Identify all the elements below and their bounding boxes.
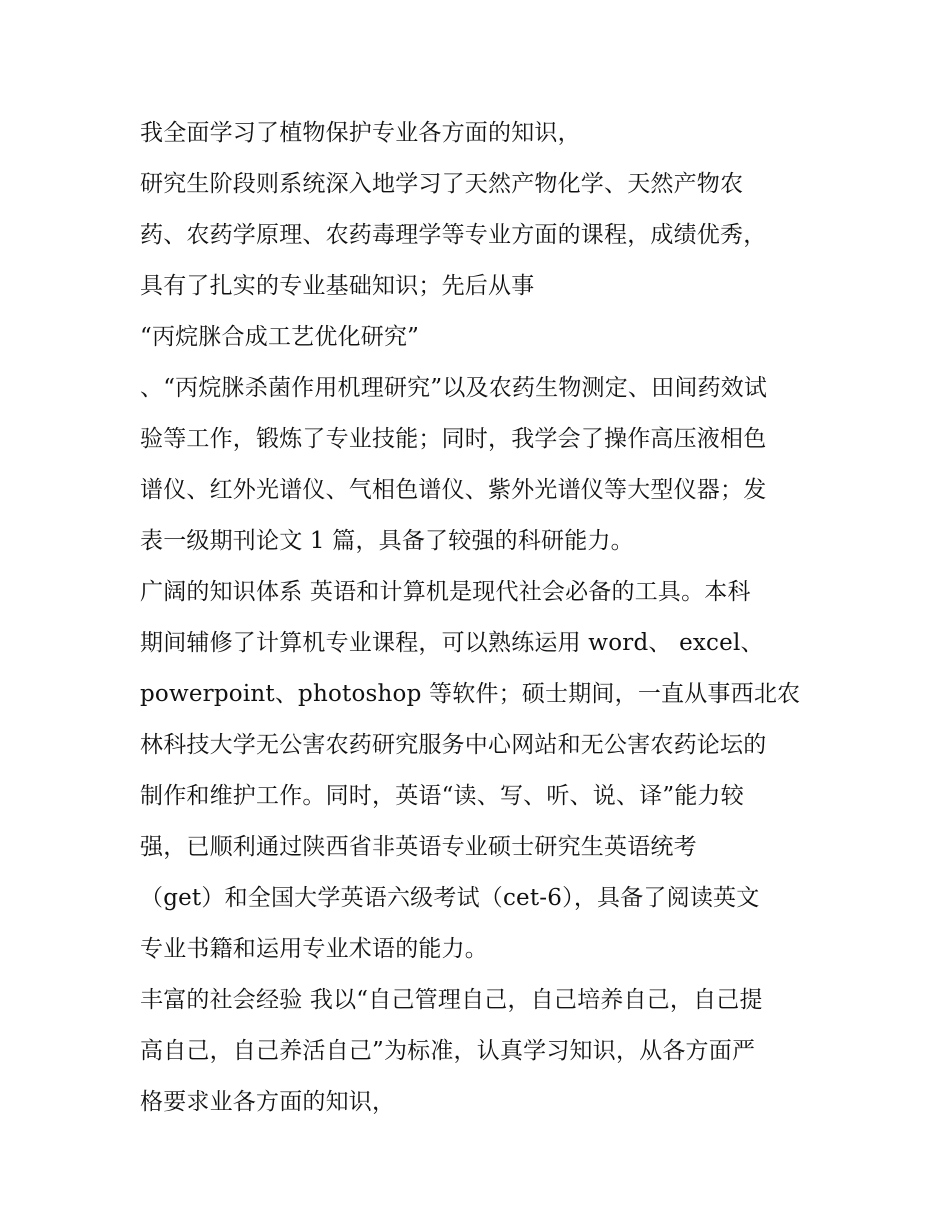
text-line: 林科技大学无公害农药研究服务中心网站和无公害农药论坛的 [140,732,767,758]
text-line: 药、农药学原理、农药毒理学等专业方面的课程，成绩优秀， [140,222,767,248]
text-line: “丙烷脒合成工艺优化研究” [140,324,420,350]
text-line: 验等工作，锻炼了专业技能；同时，我学会了操作高压液相色 [140,426,767,452]
text-line: 期间辅修了计算机专业课程，可以熟练运用 word、 excel、 [140,630,764,656]
text-line: powerpoint、photoshop 等软件；硕士期间，一直从事西北农 [140,681,801,707]
document-body [140,108,830,1128]
text-line: 谱仪、红外光谱仪、气相色谱仪、紫外光谱仪等大型仪器；发 [140,477,767,503]
text-line: 研究生阶段则系统深入地学习了天然产物化学、天然产物农 [140,171,744,197]
text-line: 具有了扎实的专业基础知识；先后从事 [140,273,535,299]
text-line: 我全面学习了植物保护专业各方面的知识， [140,120,581,146]
text-line: 制作和维护工作。同时，英语“读、写、听、说、译”能力较 [140,783,744,809]
text-line: 格要求业各方面的知识， [140,1089,396,1115]
text-line: 强，已顺利通过陕西省非英语专业硕士研究生英语统考 [140,834,697,860]
text-line: 丰富的社会经验 我以“自己管理自己，自己培养自己，自己提 [140,987,763,1013]
text-line: 表一级期刊论文 1 篇，具备了较强的科研能力。 [140,528,634,554]
text-line: 高自己，自己养活自己”为标准，认真学习知识，从各方面严 [140,1038,756,1064]
text-line: （get）和全国大学英语六级考试（cet-6），具备了阅读英文 [140,885,760,911]
text-line: 、“丙烷脒杀菌作用机理研究”以及农药生物测定、田间药效试 [140,375,768,401]
text-line: 专业书籍和运用专业术语的能力。 [140,936,488,962]
text-line: 广阔的知识体系 英语和计算机是现代社会必备的工具。本科 [140,579,751,605]
